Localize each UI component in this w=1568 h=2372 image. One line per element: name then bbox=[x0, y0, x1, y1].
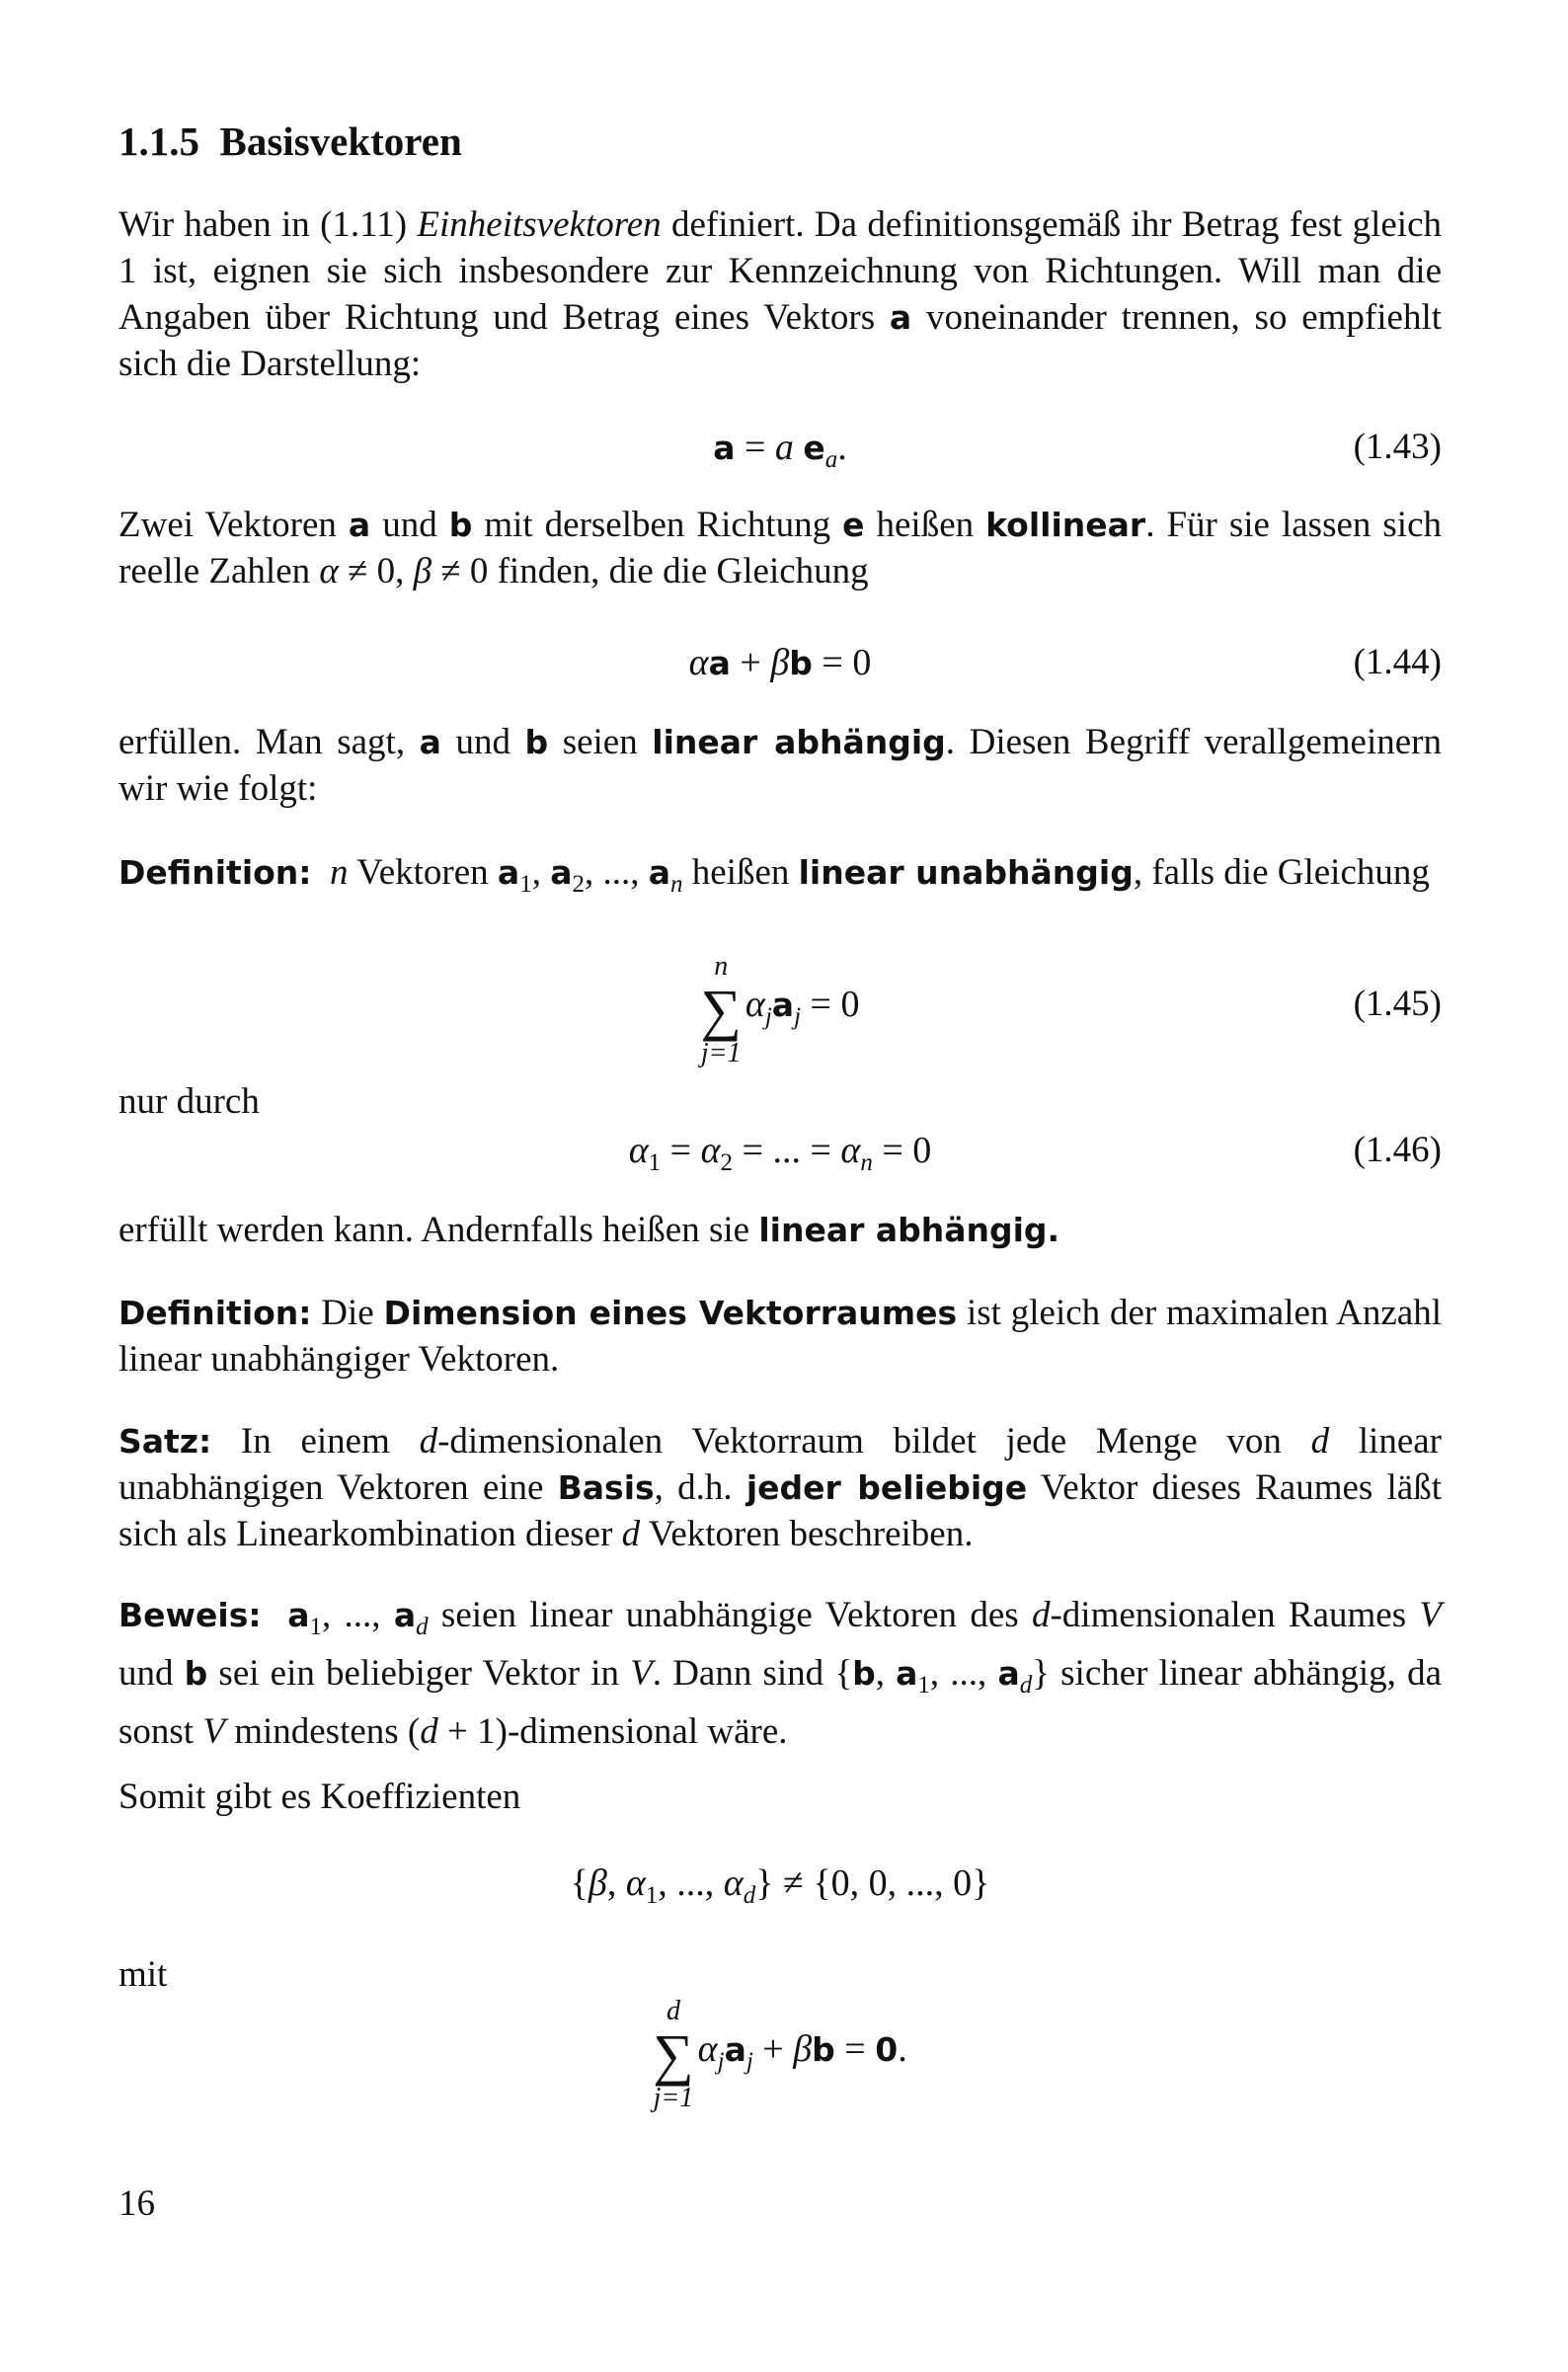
symbol-d: d bbox=[419, 1421, 438, 1462]
definition-dimension bbox=[118, 1290, 1442, 1383]
term-einheitsvektoren: Einheitsvektoren bbox=[417, 204, 662, 245]
text: = bbox=[735, 427, 775, 468]
text: In einem bbox=[211, 1421, 420, 1462]
subscript: d bbox=[743, 1882, 756, 1909]
subscript: n bbox=[670, 871, 683, 898]
text: , d.h. bbox=[654, 1467, 746, 1508]
text: } bbox=[755, 1862, 774, 1904]
text: , ..., bbox=[321, 1595, 394, 1635]
vector-a: a bbox=[348, 506, 371, 544]
text: {0, 0, ..., 0} bbox=[813, 1862, 990, 1904]
paragraph-intro bbox=[118, 201, 1442, 387]
text: Vektor dieses Raumes läßt sich als Linearkombination dieser bbox=[118, 1467, 1442, 1554]
equation-1-44 bbox=[118, 638, 1442, 688]
definition-label: Definition: bbox=[118, 1294, 312, 1332]
subscript: a bbox=[824, 446, 838, 473]
text: , bbox=[875, 1653, 897, 1694]
text: erfüllt werden kann. Andernfalls heißen sie bbox=[118, 1210, 759, 1250]
symbol-beta: β bbox=[793, 2027, 813, 2070]
vector-a: a bbox=[497, 853, 520, 892]
symbol-alpha: α bbox=[625, 1862, 646, 1904]
paragraph-kollinear bbox=[118, 502, 1442, 594]
text: sei ein beliebiger Vektor in bbox=[207, 1653, 631, 1694]
text: = bbox=[661, 1130, 701, 1171]
text: , ..., bbox=[584, 852, 649, 893]
text: = 0 bbox=[872, 1130, 932, 1171]
equation-number: (1.45) bbox=[1353, 984, 1442, 1024]
vector-b: b bbox=[789, 644, 813, 682]
vector-a: a bbox=[771, 985, 795, 1024]
text: + bbox=[730, 642, 771, 683]
term-kollinear: kollinear bbox=[985, 506, 1146, 544]
symbol-alpha: α bbox=[745, 983, 765, 1025]
text: . bbox=[837, 427, 847, 468]
subscript: 1 bbox=[648, 1149, 662, 1176]
text: mindestens ( bbox=[224, 1711, 421, 1752]
subscript: 2 bbox=[720, 1149, 734, 1176]
text: Wir haben in (1.11) bbox=[118, 204, 418, 245]
subscript: 1 bbox=[645, 1882, 659, 1909]
subscript: j bbox=[764, 1002, 772, 1030]
definition-label: Definition: bbox=[118, 853, 312, 892]
text: , ..., bbox=[658, 1862, 724, 1904]
text: = ... = bbox=[733, 1130, 841, 1171]
equation-1-45 bbox=[118, 938, 1442, 1067]
proof-label: Beweis: bbox=[118, 1596, 262, 1634]
equation-coefficients bbox=[118, 1858, 1442, 1921]
text: und bbox=[118, 1653, 185, 1694]
text: } sicher linear abhängig, da sonst bbox=[118, 1653, 1442, 1752]
text-nur-durch: nur durch bbox=[118, 1081, 260, 1122]
text: ≠ bbox=[773, 1862, 814, 1904]
text: , bbox=[606, 1862, 626, 1904]
vector-a: a bbox=[997, 1654, 1020, 1693]
text: . Dann sind { bbox=[652, 1653, 853, 1694]
text: + bbox=[752, 2027, 794, 2070]
text: . Für sie lassen sich reelle Zahlen bbox=[118, 505, 1442, 592]
subscript: d bbox=[1019, 1672, 1033, 1699]
vector-a: a bbox=[713, 429, 736, 467]
vector-b: b bbox=[812, 2029, 835, 2069]
vector-b: b bbox=[448, 506, 473, 544]
vector-b: b bbox=[524, 723, 549, 761]
equation-1-43 bbox=[118, 423, 1442, 485]
text: erfüllen. Man sagt, bbox=[118, 722, 420, 762]
text-mit: mit bbox=[118, 1954, 168, 1995]
term-jeder-beliebige: jeder beliebige bbox=[745, 1468, 1028, 1507]
text: = 0 bbox=[812, 642, 872, 683]
section-number: 1.1.5 bbox=[118, 119, 199, 164]
sum-operator bbox=[653, 1997, 693, 2113]
text: Vektoren beschreiben. bbox=[640, 1514, 974, 1554]
vector-a: a bbox=[648, 853, 670, 892]
section-title: Basisvektoren bbox=[219, 119, 462, 164]
text: definiert. Da definitionsgemäß ihr Betrag fest gleich 1 ist, eignen sie sich insbesondere zur Kennzeichnung von Richtungen. Will man die Angaben über Richtung und Betrag eines Vektors bbox=[118, 204, 1442, 338]
vector-a: a bbox=[708, 644, 731, 682]
vector-a: a bbox=[419, 723, 441, 761]
symbol-beta: β bbox=[413, 551, 432, 592]
term-linear-abhaengig: linear abhängig. bbox=[758, 1211, 1060, 1249]
symbol-V: V bbox=[1419, 1595, 1443, 1635]
subscript: d bbox=[416, 1614, 429, 1640]
text: Vektoren bbox=[348, 852, 498, 893]
symbol-alpha: α bbox=[840, 1130, 861, 1171]
text: voneinander trennen, so empfiehlt sich die Darstellung: bbox=[118, 297, 1442, 384]
text: + 1)-dimensional wäre. bbox=[437, 1711, 788, 1752]
text: , ..., bbox=[929, 1653, 998, 1694]
sum-lower-limit: j=1 bbox=[700, 1038, 742, 1068]
subscript: 1 bbox=[917, 1672, 930, 1699]
sum-operator bbox=[701, 952, 742, 1068]
subscript: 1 bbox=[309, 1614, 322, 1640]
paragraph-andernfalls bbox=[118, 1207, 1442, 1253]
theorem-satz bbox=[118, 1418, 1442, 1557]
symbol-V: V bbox=[202, 1711, 225, 1752]
text: mit derselben Richtung bbox=[472, 505, 843, 545]
text: = 0 bbox=[801, 983, 860, 1025]
term-linear-abhaengig: linear abhängig bbox=[652, 723, 946, 761]
theorem-label: Satz: bbox=[118, 1422, 212, 1461]
symbol-n: n bbox=[330, 852, 349, 893]
text: ≠ 0 finden, die die Gleichung bbox=[431, 551, 869, 592]
vector-b: b bbox=[852, 1654, 876, 1693]
text: . Diesen Begriff verallgemeinern wir wie folgt: bbox=[118, 722, 1442, 809]
text: heißen bbox=[864, 505, 986, 545]
subscript: 1 bbox=[519, 871, 532, 898]
text: = bbox=[834, 2027, 876, 2070]
symbol-V: V bbox=[630, 1653, 653, 1694]
equation-number: (1.44) bbox=[1353, 642, 1442, 682]
text: ist gleich der maximalen Anzahl linear unabhängiger Vektoren. bbox=[118, 1293, 1443, 1380]
text: -dimensionalen Vektorraum bildet jede Menge von bbox=[437, 1421, 1311, 1462]
vector-e: e bbox=[803, 429, 825, 467]
vector-a: a bbox=[393, 1596, 417, 1634]
subscript: j bbox=[717, 2047, 725, 2075]
sum-upper-limit: d bbox=[666, 1996, 680, 2026]
text: heißen bbox=[682, 852, 799, 893]
vector-a: a bbox=[724, 2029, 746, 2069]
equation-1-46 bbox=[118, 1126, 1442, 1188]
text-somit: Somit gibt es Koeffizienten bbox=[118, 1777, 521, 1817]
text: seien bbox=[548, 722, 653, 762]
text: Zwei Vektoren bbox=[118, 505, 349, 545]
definition-linear-unabhaengig bbox=[118, 849, 1442, 908]
sum-lower-limit: j=1 bbox=[653, 2083, 694, 2113]
scalar-a: a bbox=[774, 427, 794, 468]
text: und bbox=[440, 722, 525, 762]
sigma-symbol: ∑ bbox=[653, 2022, 694, 2087]
text: linear unabhängigen Vektoren eine bbox=[118, 1421, 1442, 1508]
text: { bbox=[570, 1862, 588, 1904]
symbol-beta: β bbox=[770, 642, 790, 683]
text: , bbox=[531, 852, 551, 893]
vector-a: a bbox=[896, 1654, 918, 1693]
document-page bbox=[118, 0, 1442, 2372]
symbol-d: d bbox=[1310, 1421, 1330, 1462]
symbol-d: d bbox=[621, 1514, 641, 1554]
equation-number: (1.46) bbox=[1353, 1130, 1442, 1170]
vector-a: a bbox=[889, 298, 912, 337]
text: seien linear unabhängige Vektoren des bbox=[428, 1595, 1032, 1635]
symbol-alpha: α bbox=[319, 551, 339, 592]
symbol-d: d bbox=[1031, 1595, 1051, 1635]
symbol-beta: β bbox=[588, 1862, 607, 1904]
equation-number: (1.43) bbox=[1353, 427, 1442, 467]
subscript: n bbox=[860, 1149, 873, 1176]
section-heading bbox=[118, 117, 1442, 166]
symbol-alpha: α bbox=[700, 1130, 721, 1171]
text: und bbox=[370, 505, 449, 545]
equation-final bbox=[118, 1983, 1442, 2111]
vector-b: b bbox=[184, 1654, 208, 1693]
term-basis: Basis bbox=[557, 1468, 655, 1507]
vector-a: a bbox=[550, 853, 573, 892]
text: , falls die Gleichung bbox=[1133, 852, 1430, 893]
subscript: j bbox=[794, 1002, 802, 1030]
zero-vector: 0 bbox=[875, 2029, 899, 2069]
sigma-symbol: ∑ bbox=[700, 978, 742, 1042]
page-number: 16 bbox=[118, 2183, 155, 2224]
sum-upper-limit: n bbox=[714, 951, 729, 982]
vector-e: e bbox=[842, 506, 865, 544]
symbol-d: d bbox=[420, 1711, 438, 1752]
term-dimension: Dimension eines Vektorraumes bbox=[383, 1294, 958, 1332]
symbol-alpha: α bbox=[697, 2027, 718, 2070]
proof-beweis bbox=[118, 1592, 1442, 1755]
paragraph-abhaengig bbox=[118, 719, 1442, 812]
text: ≠ 0, bbox=[338, 551, 414, 592]
term-linear-unabhaengig: linear unabhängig bbox=[798, 853, 1134, 892]
symbol-alpha: α bbox=[628, 1130, 649, 1171]
symbol-alpha: α bbox=[723, 1862, 744, 1904]
vector-a: a bbox=[287, 1596, 310, 1634]
text: Die bbox=[311, 1293, 384, 1333]
text: -dimensionalen Raumes bbox=[1050, 1595, 1420, 1635]
symbol-alpha: α bbox=[688, 642, 709, 683]
subscript: 2 bbox=[572, 871, 585, 898]
text: . bbox=[898, 2027, 907, 2070]
subscript: j bbox=[745, 2047, 753, 2075]
